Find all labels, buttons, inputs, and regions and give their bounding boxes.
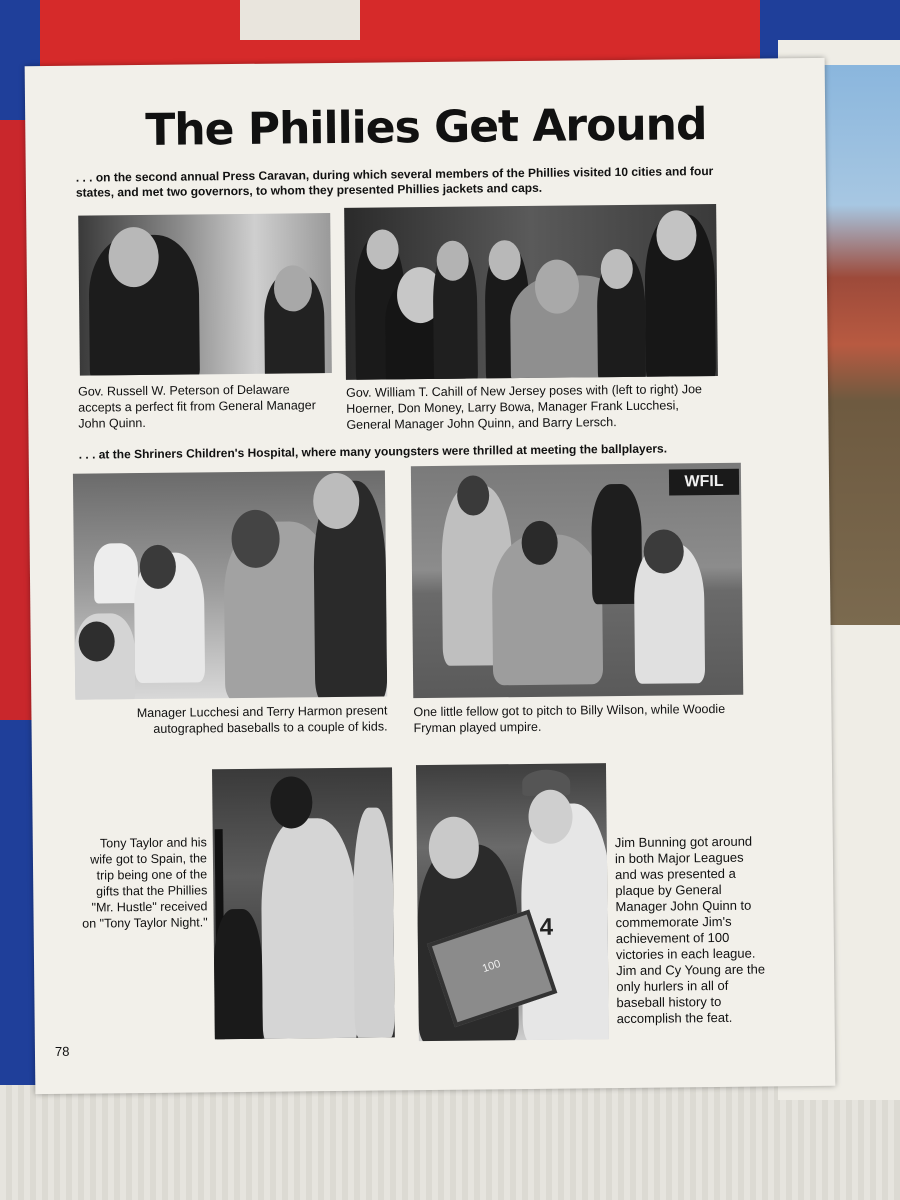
- caption-taylor: Tony Taylor and his wife got to Spain, the trip being one of the gifts that the Phillies "Mr. Hustle" received on "Tony Taylor Night.": [82, 835, 208, 931]
- plaque-text: 100: [480, 957, 503, 976]
- blanket-stripe: [240, 0, 360, 40]
- wfil-sign: WFIL: [669, 469, 739, 496]
- caption-lucchesi: Manager Lucchesi and Terry Harmon present autographed baseballs to a couple of kids.: [136, 703, 388, 736]
- caption-wilson: One little fellow got to pitch to Billy Wilson, while Woodie Fryman played umpire.: [413, 701, 726, 736]
- intro-text: . . . on the second annual Press Caravan, during which several members of the Phillies visited 10 cities and four states, and met two governors, to whom they presented Phillies jackets and caps.: [75, 164, 714, 200]
- caption-cahill: Gov. William T. Cahill of New Jersey poses with (left to right) Joe Hoerner, Don Money, Larry Bowa, Manager Frank Lucchesi, General Manager John Quinn, and Barry Lersch.: [346, 382, 703, 432]
- page-number: 78: [54, 1043, 70, 1059]
- photo-tony-taylor: [212, 767, 395, 1039]
- jersey-number: 4: [539, 913, 554, 941]
- caption-peterson: Gov. Russell W. Peterson of Delaware accepts a perfect fit from General Manager John Quinn.: [77, 382, 316, 431]
- page-headline: The Phillies Get Around: [145, 99, 707, 156]
- caption-bunning: Jim Bunning got around in both Major Leagues and was presented a plaque by General Manager John Quinn to commemorate Jim's achievement of 100 victories in each league. Jim and Cy Young are the only hurlers in all of baseball history to accomplish the feat.: [614, 833, 766, 1027]
- photo-peterson: [78, 213, 332, 376]
- photo-lucchesi-harmon: [73, 470, 387, 699]
- towel-surface: [0, 1085, 900, 1200]
- magazine-page: [25, 58, 836, 1094]
- section-hospital-text: . . . at the Shriners Children's Hospital, where many youngsters were thrilled at meeting the ballplayers.: [78, 441, 668, 462]
- photo-bunning-plaque: [416, 763, 609, 1041]
- photo-wilson-fryman: [411, 463, 743, 698]
- photo-cahill-group: [344, 204, 718, 380]
